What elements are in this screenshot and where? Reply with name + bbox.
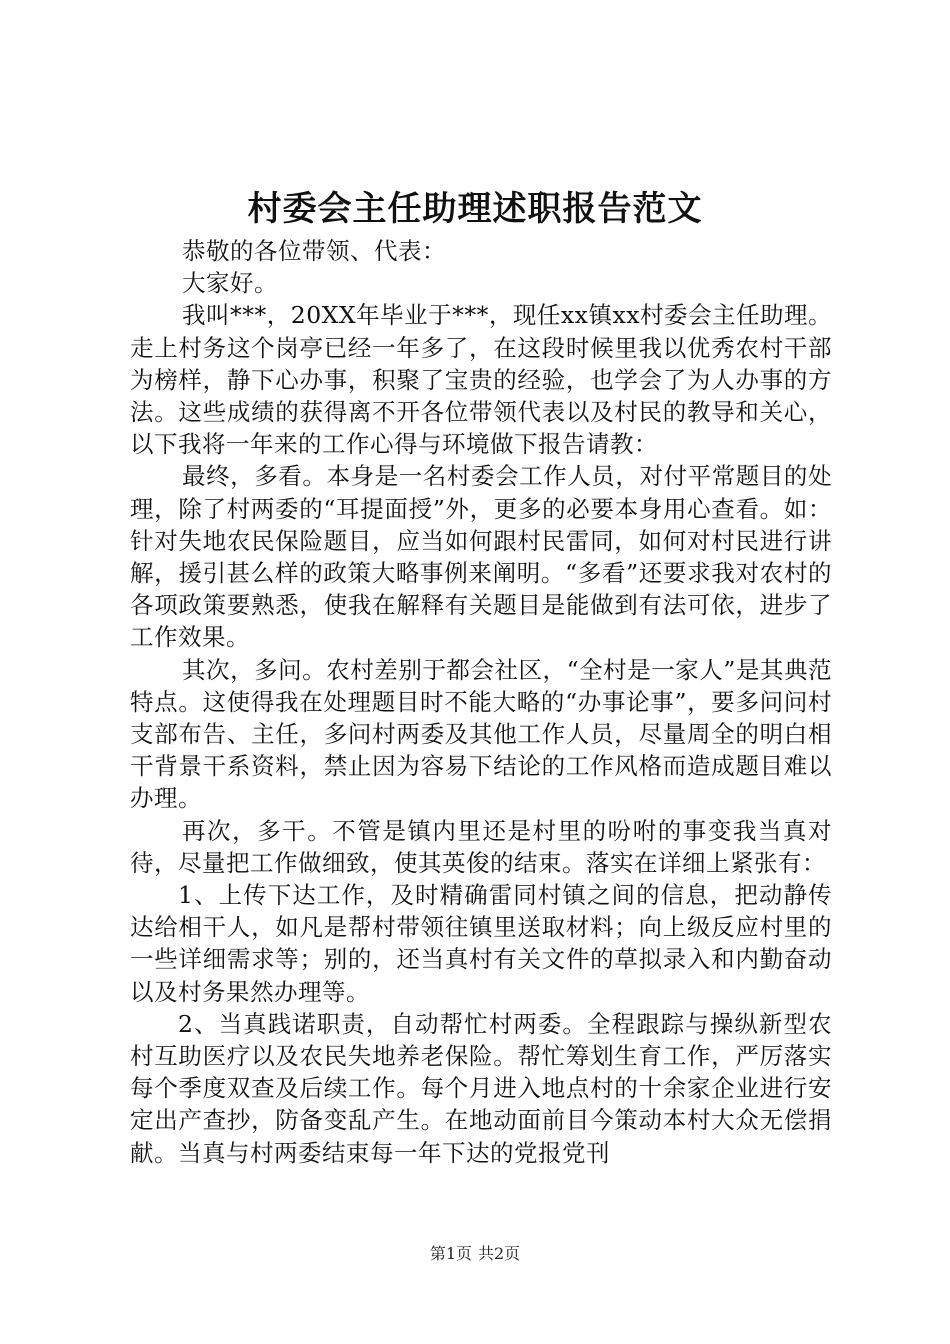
- spacer: [130, 210, 832, 235]
- paragraph-intro: 我叫***，20XX年毕业于***，现任xx镇xx村委会主任助理。走上村务这个岗亭已经一年多了，在这段时候里我以优秀农村干部为榜样，静下心办事，积聚了宝贵的经验，也学会了为人办事的方法。这些成绩的获得离不开各位带领代表以及村民的教导和关心，以下我将一年来的工作心得与环境做下报告请教：: [130, 301, 832, 459]
- document-title: 村委会主任助理述职报告范文: [247, 189, 703, 229]
- greeting: 大家好。: [182, 269, 278, 298]
- page-footer: [0, 1242, 950, 1266]
- salutation: 恭敬的各位带领、代表：: [182, 237, 446, 265]
- page-total: 共2页: [478, 1244, 521, 1263]
- page-number: 第1页: [429, 1244, 472, 1263]
- document-body: [130, 210, 832, 1169]
- list-item-2: 2、当真践诺职责，自动帮忙村两委。全程跟踪与操纵新型农村互助医疗以及农民失地养老保险。帮忙筹划生育工作，严厉落实每个季度双查及后续工作。每个月进入地点村的十余家企业进行安定出产查抄，防备变乱产生。在地动面前目今策动本村大众无偿捐献。当真与村两委结束每一年下达的党报党刊: [130, 1009, 832, 1167]
- paragraph-second: 其次，多问。农村差别于都会社区，“全村是一家人”是其典范特点。这使得我在处理题目时不能大略的“办事论事”，要多问问村支部布告、主任，多问村两委及其他工作人员，尽量周全的明白相干背景干系资料，禁止因为容易下结论的工作风格而造成题目难以办理。: [130, 655, 832, 813]
- paragraph-third: 再次，多干。不管是镇内里还是村里的吩咐的事变我当真对待，尽量把工作做细致，使其英俊的结束。落实在详细上紧张有：: [130, 816, 832, 877]
- paragraph-first: 最终，多看。本身是一名村委会工作人员，对付平常题目的处理，除了村两委的“耳提面授”外，更多的必要本身用心查看。如：针对失地农民保险题目，应当如何跟村民雷同，如何对村民进行讲解，援引甚么样的政策大略事例来阐明。“多看”还要求我对农村的各项政策要熟悉，使我在解释有关题目是能做到有法可依，进步了工作效果。: [130, 462, 832, 652]
- list-item-1: 1、上传下达工作，及时精确雷同村镇之间的信息，把动静传达给相干人，如凡是帮村带领往镇里送取材料；向上级反应村里的一些详细需求等；别的，还当真村有关文件的草拟录入和内勤奋动以及村务果然办理等。: [130, 881, 832, 1006]
